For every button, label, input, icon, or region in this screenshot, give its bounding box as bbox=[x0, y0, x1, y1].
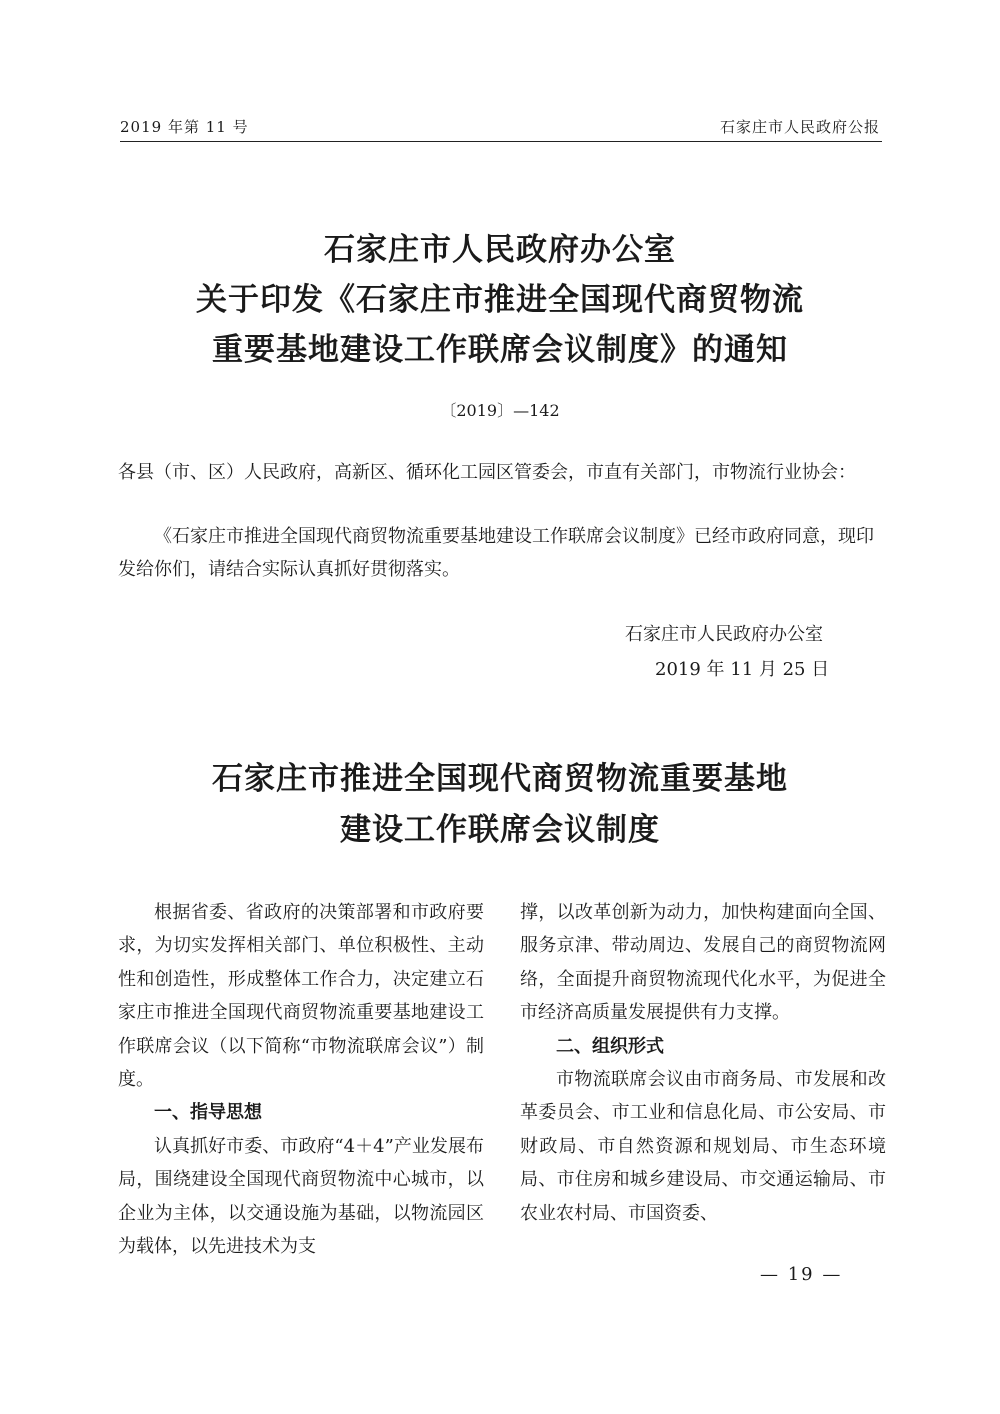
header-divider bbox=[120, 141, 882, 142]
notice-title-line-1: 石家庄市人民政府办公室 bbox=[324, 232, 676, 268]
signature-date: 2019 年 11 月 25 日 bbox=[655, 659, 830, 680]
section-2-body: 市物流联席会议由市商务局、市发展和改革委员会、市工业和信息化局、市公安局、市财政局、市自然资源和规划局、市生态环境局、市住房和城乡建设局、市交通运输局、市农业农村局、市国资委、 bbox=[520, 1069, 886, 1224]
regulation-intro: 根据省委、省政府的决策部署和市政府要求，为切实发挥相关部门、单位积极性、主动性和创造性，形成整体工作合力，决定建立石家庄市推进全国现代商贸物流重要基地建设工作联席会议（以下简称“市物流联席会议”）制度。 bbox=[118, 902, 484, 1091]
signature-organization: 石家庄市人民政府办公室 bbox=[625, 624, 823, 645]
section-heading-organization: 二、组织形式 bbox=[556, 1035, 664, 1057]
document-number: 〔2019〕—142 bbox=[440, 401, 560, 420]
right-column bbox=[520, 896, 886, 1230]
notice-title-line-2: 关于印发《石家庄市推进全国现代商贸物流 bbox=[196, 282, 804, 318]
notice-body: 《石家庄市推进全国现代商贸物流重要基地建设工作联席会议制度》已经市政府同意，现印发给你们，请结合实际认真抓好贯彻落实。 bbox=[118, 526, 874, 580]
section-heading-guiding-ideology: 一、指导思想 bbox=[154, 1102, 262, 1124]
issue-label: 2019 年第 11 号 bbox=[120, 118, 249, 136]
page-number: — 19 — bbox=[760, 1264, 843, 1285]
left-column bbox=[118, 896, 484, 1263]
regulation-title-line-2: 建设工作联席会议制度 bbox=[340, 812, 660, 848]
section-1-body-start: 认真抓好市委、市政府“4＋4”产业发展布局，围绕建设全国现代商贸物流中心城市，以企业为主体，以交通设施为基础，以物流园区为载体，以先进技术为支 bbox=[118, 1135, 484, 1258]
notice-recipients: 各县（市、区）人民政府，高新区、循环化工园区管委会，市直有关部门，市物流行业协会： bbox=[118, 462, 856, 483]
section-1-body-continued: 撑，以改革创新为动力，加快构建面向全国、服务京津、带动周边、发展自己的商贸物流网络，全面提升商贸物流现代化水平，为促进全市经济高质量发展提供有力支撑。 bbox=[520, 902, 886, 1024]
regulation-title-line-1: 石家庄市推进全国现代商贸物流重要基地 bbox=[212, 761, 788, 797]
notice-title-line-3: 重要基地建设工作联席会议制度》的通知 bbox=[212, 332, 788, 368]
publication-name: 石家庄市人民政府公报 bbox=[719, 118, 880, 136]
